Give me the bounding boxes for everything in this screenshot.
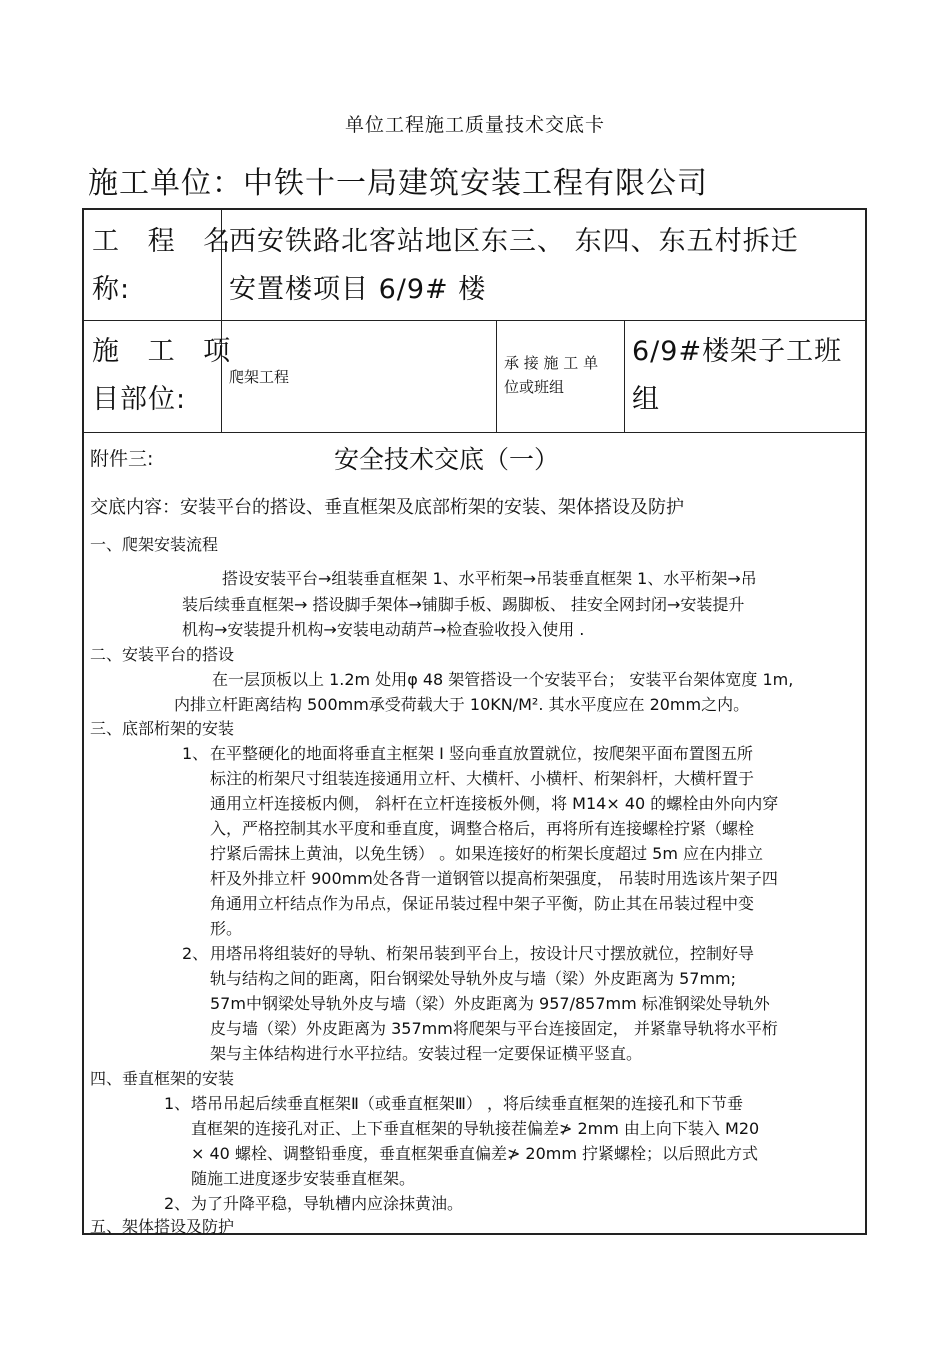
- document-title: 单位工程施工质量技术交底卡: [344, 114, 605, 136]
- paragraph-line: 拧紧后需抹上黄油，以免生锈） 。如果连接好的桁架长度超过 5m 应在内排立: [210, 844, 764, 863]
- contractor-label: 承 接 施 工 单 位或班组: [504, 354, 599, 396]
- paragraph-line: 皮与墙（梁）外皮距离为 357mm将爬架与平台连接固定， 并紧靠导轨将水平桁: [210, 1019, 778, 1038]
- paragraph-line: 轨与结构之间的距离，阳台钢梁处导轨外皮与墙（梁）外皮距离为 57mm;: [210, 969, 737, 988]
- paragraph-line: 标注的桁架尺寸组装连接通用立杆、大横杆、小横杆、桁架斜杆，大横杆置于: [210, 769, 755, 788]
- paragraph-line: 在平整硬化的地面将垂直主框架 I 竖向垂直放置就位，按爬架平面布置图五所: [210, 744, 753, 763]
- paragraph-line: 机构→安装提升机构→安装电动葫芦→检查验收投入使用 .: [182, 620, 585, 639]
- paragraph-line: × 40 螺栓、调整铅垂度，垂直框架垂直偏差≯ 20mm 拧紧螺栓；以后照此方式: [191, 1144, 759, 1163]
- construction-part-label: 施 工 项 目部位:: [92, 336, 241, 415]
- col-divider: [496, 320, 497, 432]
- attachment-label: 附件三:: [90, 448, 154, 470]
- row-divider: [84, 432, 865, 433]
- construction-unit: 施工单位：中铁十一局建筑安装工程有限公司: [88, 166, 708, 201]
- paragraph-line: 内排立杆距离结构 500mm承受荷载大于 10KN/M². 其水平度应在 20mm之内。: [174, 695, 750, 714]
- paragraph-line: 通用立杆连接板内侧， 斜杆在立杆连接板外侧，将 M14× 40 的螺栓由外向内穿: [210, 794, 779, 813]
- content-summary: 交底内容：安装平台的搭设、垂直框架及底部桁架的安装、架体搭设及防护: [90, 497, 684, 518]
- section-heading: 四、垂直框架的安装: [90, 1069, 235, 1088]
- contractor-value: 6/9#楼架子工班 组: [632, 336, 843, 415]
- paragraph-line: 杆及外排立杆 900mm处各背一道钢管以提高桁架强度， 吊装时用选该片架子四: [210, 869, 778, 888]
- attachment-heading: 安全技术交底（一）: [334, 445, 560, 474]
- paragraph-line: 为了升降平稳，导轨槽内应涂抹黄油。: [191, 1194, 464, 1213]
- paragraph-line: 架与主体结构进行水平拉结。安装过程一定要保证横平竖直。: [210, 1044, 643, 1063]
- paragraph-line: 在一层顶板以上 1.2m 处用φ 48 架管搭设一个安装平台； 安装平台架体宽度 1m,: [212, 670, 794, 689]
- list-number: 2、: [164, 1194, 191, 1213]
- project-name-value: 西安铁路北客站地区东三、 东四、东五村拆迁 安置楼项目 6/9# 楼: [229, 226, 799, 305]
- paragraph-line: 入，严格控制其水平度和垂直度，调整合格后，再将所有连接螺栓拧紧（螺栓: [210, 819, 755, 838]
- construction-part-value: 爬架工程: [229, 368, 290, 386]
- paragraph-line: 塔吊吊起后续垂直框架Ⅱ（或垂直框架Ⅲ） ，将后续垂直框架的连接孔和下节垂: [191, 1094, 743, 1113]
- paragraph-line: 装后续垂直框架→ 搭设脚手架体→铺脚手板、踢脚板、 挂安全网封闭→安装提升: [182, 595, 745, 614]
- paragraph-line: 用塔吊将组装好的导轨、桁架吊装到平台上，按设计尺寸摆放就位，控制好导: [210, 944, 755, 963]
- col-divider: [624, 320, 625, 432]
- list-number: 1、: [182, 744, 209, 763]
- list-number: 1、: [164, 1094, 191, 1113]
- section-heading: 一、爬架安装流程: [90, 535, 219, 554]
- list-number: 2、: [182, 944, 209, 963]
- paragraph-line: 形。: [210, 919, 243, 938]
- paragraph-line: 随施工进度逐步安装垂直框架。: [191, 1169, 416, 1188]
- paragraph-line: 搭设安装平台→组装垂直框架 1、水平桁架→吊装垂直框架 1、水平桁架→吊: [222, 569, 757, 588]
- paragraph-line: 直框架的连接孔对正、上下垂直框架的导轨接茬偏差≯ 2mm 由上向下装入 M20: [191, 1119, 760, 1138]
- section-heading: 二、安装平台的搭设: [90, 645, 235, 664]
- paragraph-line: 57m中钢梁处导轨外皮与墙（梁）外皮距离为 957/857mm 标准钢梁处导轨外: [210, 994, 770, 1013]
- disclosure-card: [82, 208, 867, 1235]
- section-heading: 五、架体搭设及防护: [90, 1217, 235, 1236]
- paragraph-line: 角通用立杆结点作为吊点，保证吊装过程中架子平衡，防止其在吊装过程中变: [210, 894, 755, 913]
- row-divider: [84, 320, 865, 321]
- section-heading: 三、底部桁架的安装: [90, 719, 235, 738]
- project-name-label: 工 程 名 称:: [92, 226, 241, 305]
